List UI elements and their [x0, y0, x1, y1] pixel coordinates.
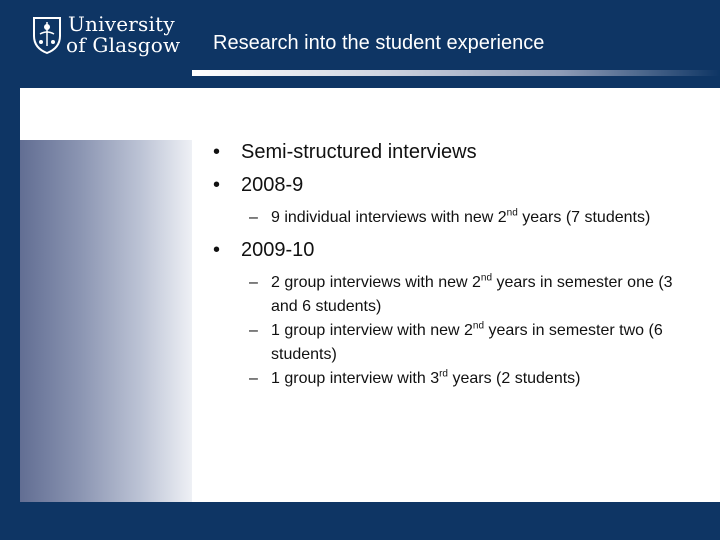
sub-list-item — [213, 206, 693, 230]
sub-item-text: years (2 students) — [448, 370, 581, 387]
ordinal-suffix: nd — [472, 320, 485, 332]
dash: – — [249, 370, 258, 387]
dash: – — [249, 274, 258, 291]
sub-list-item — [213, 271, 693, 319]
logo-line-1: University — [68, 12, 175, 36]
sub-item-text: years in semester one (3 and 6 students) — [271, 274, 673, 315]
list-item — [213, 173, 693, 197]
sub-item-text: 1 group interview with 3 — [271, 370, 440, 387]
ordinal-suffix: nd — [506, 207, 518, 219]
bullet: • — [213, 141, 221, 163]
university-logo — [24, 12, 194, 60]
sub-item-text: 9 individual interviews with new 2 — [271, 209, 507, 226]
list-item — [213, 140, 693, 164]
dash: – — [249, 209, 258, 226]
list-item-text: Semi-structured interviews — [241, 141, 477, 163]
list-item — [213, 238, 693, 262]
sub-item-text: 2 group interviews with new 2 — [271, 274, 481, 291]
dash: – — [249, 322, 258, 339]
sub-list-item — [213, 367, 693, 391]
footer-bar — [0, 502, 720, 540]
bullet: • — [213, 239, 221, 261]
crest-icon — [32, 16, 62, 54]
sub-item-text: years in semester two (6 students) — [271, 322, 663, 363]
list-item-text: 2008-9 — [241, 174, 304, 196]
sub-item-text: 1 group interview with new 2 — [271, 322, 473, 339]
slide-title: Research into the student experience — [213, 32, 545, 54]
header-divider — [192, 70, 720, 76]
ordinal-suffix: rd — [439, 368, 448, 380]
slide-body — [213, 140, 693, 391]
sub-list-item — [213, 319, 693, 367]
ordinal-suffix: nd — [480, 272, 493, 284]
list-item-text: 2009-10 — [241, 239, 315, 261]
side-gradient-band — [20, 140, 192, 502]
sub-item-text: years (7 students) — [517, 209, 651, 226]
bullet: • — [213, 174, 221, 196]
header-bar — [0, 0, 720, 70]
logo-wordmark — [68, 14, 180, 56]
logo-line-2: of Glasgow — [66, 33, 181, 57]
